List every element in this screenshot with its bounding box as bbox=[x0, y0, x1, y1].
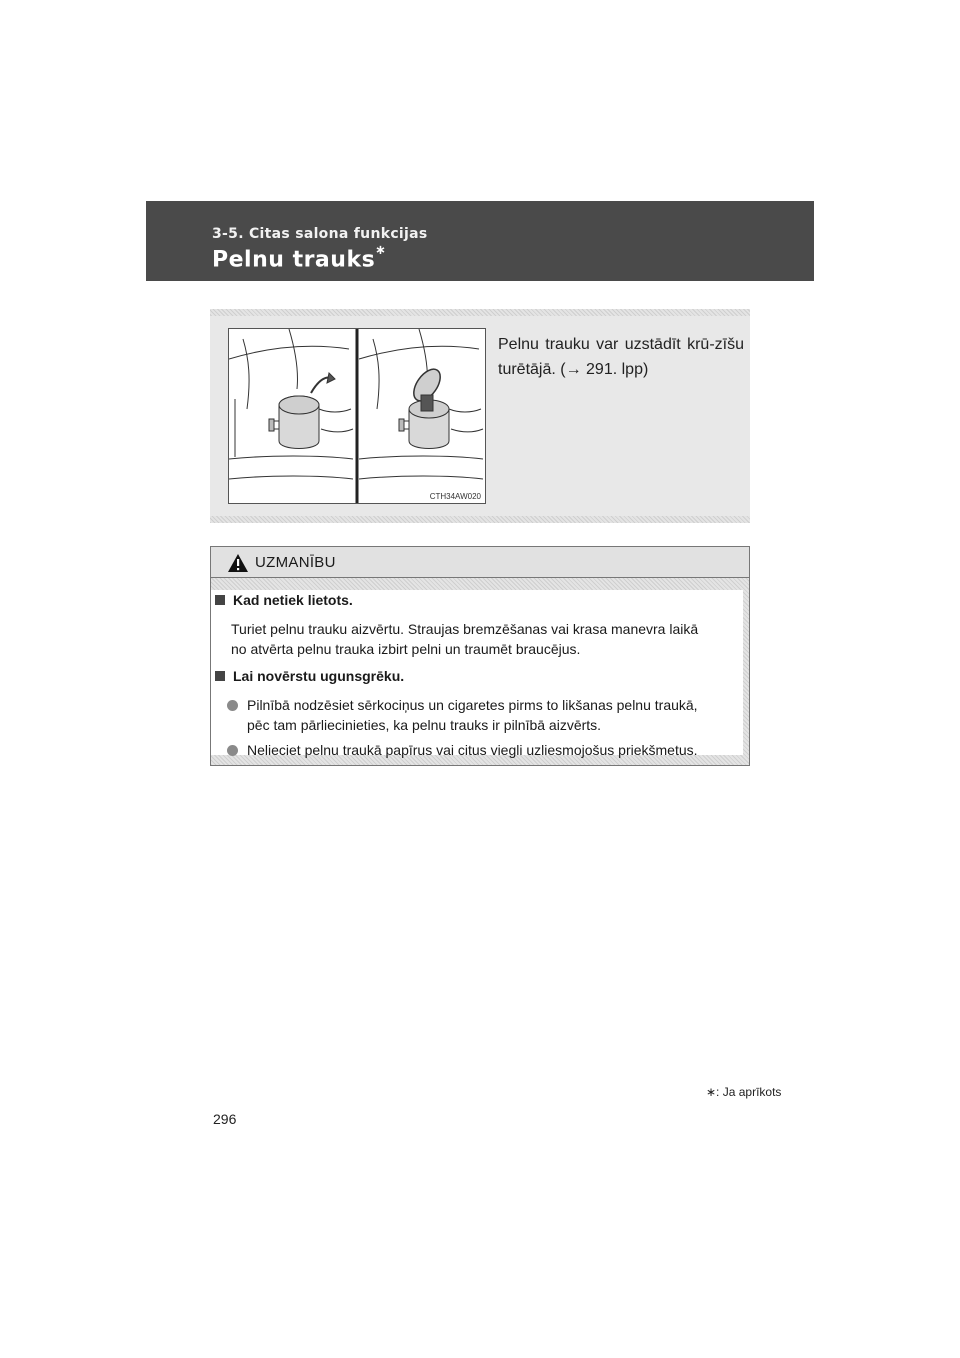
page-number: 296 bbox=[213, 1111, 237, 1127]
info-panel-inner bbox=[210, 316, 750, 516]
body-line: Pilnībā nodzēsiet sērkociņus un cigaretes pirms to likšanas pelnu traukā, bbox=[247, 697, 698, 713]
equipment-mark: ∗ bbox=[375, 243, 387, 258]
illustration-code: CTH34AW020 bbox=[429, 492, 481, 501]
body-line: Nelieciet pelnu traukā papīrus vai citus viegli uzliesmojošus priekšmetus. bbox=[247, 742, 698, 758]
round-bullet-icon bbox=[227, 700, 238, 711]
item-heading: Kad netiek lietots. bbox=[233, 592, 353, 608]
caution-title: UZMANĪBU bbox=[255, 554, 336, 571]
caution-header bbox=[211, 547, 749, 578]
ashtray-illustration bbox=[228, 328, 486, 504]
square-bullet-icon bbox=[215, 595, 225, 605]
caution-box bbox=[210, 546, 750, 766]
title-text: Pelnu trauks bbox=[212, 247, 376, 273]
round-bullet-icon bbox=[227, 745, 238, 756]
square-bullet-icon bbox=[215, 671, 225, 681]
section-header bbox=[146, 201, 814, 281]
footnote: ∗: Ja aprīkots bbox=[706, 1085, 782, 1099]
ashtray-drawing bbox=[229, 329, 485, 503]
body-line: Turiet pelnu trauku aizvērtu. Straujas bremzēšanas vai krasa manevra laikā bbox=[231, 621, 699, 637]
caution-content bbox=[211, 590, 743, 758]
warning-triangle-icon bbox=[227, 553, 249, 573]
item-heading: Lai novērstu ugunsgrēku. bbox=[233, 668, 405, 684]
info-panel bbox=[210, 309, 750, 523]
body-line: pēc tam pārliecinieties, ka pelnu trauks ir pilnībā aizvērts. bbox=[247, 717, 602, 733]
info-text: Pelnu trauku var uzstādīt krū-zīšu turētājā. (→ 291. lpp) bbox=[498, 336, 744, 378]
body-line: no atvērta pelnu trauka izbirt pelni un traumēt braucējus. bbox=[231, 641, 581, 657]
page-title bbox=[212, 243, 387, 273]
caution-body bbox=[211, 578, 749, 765]
section-label: 3-5. Citas salona funkcijas bbox=[212, 226, 428, 242]
